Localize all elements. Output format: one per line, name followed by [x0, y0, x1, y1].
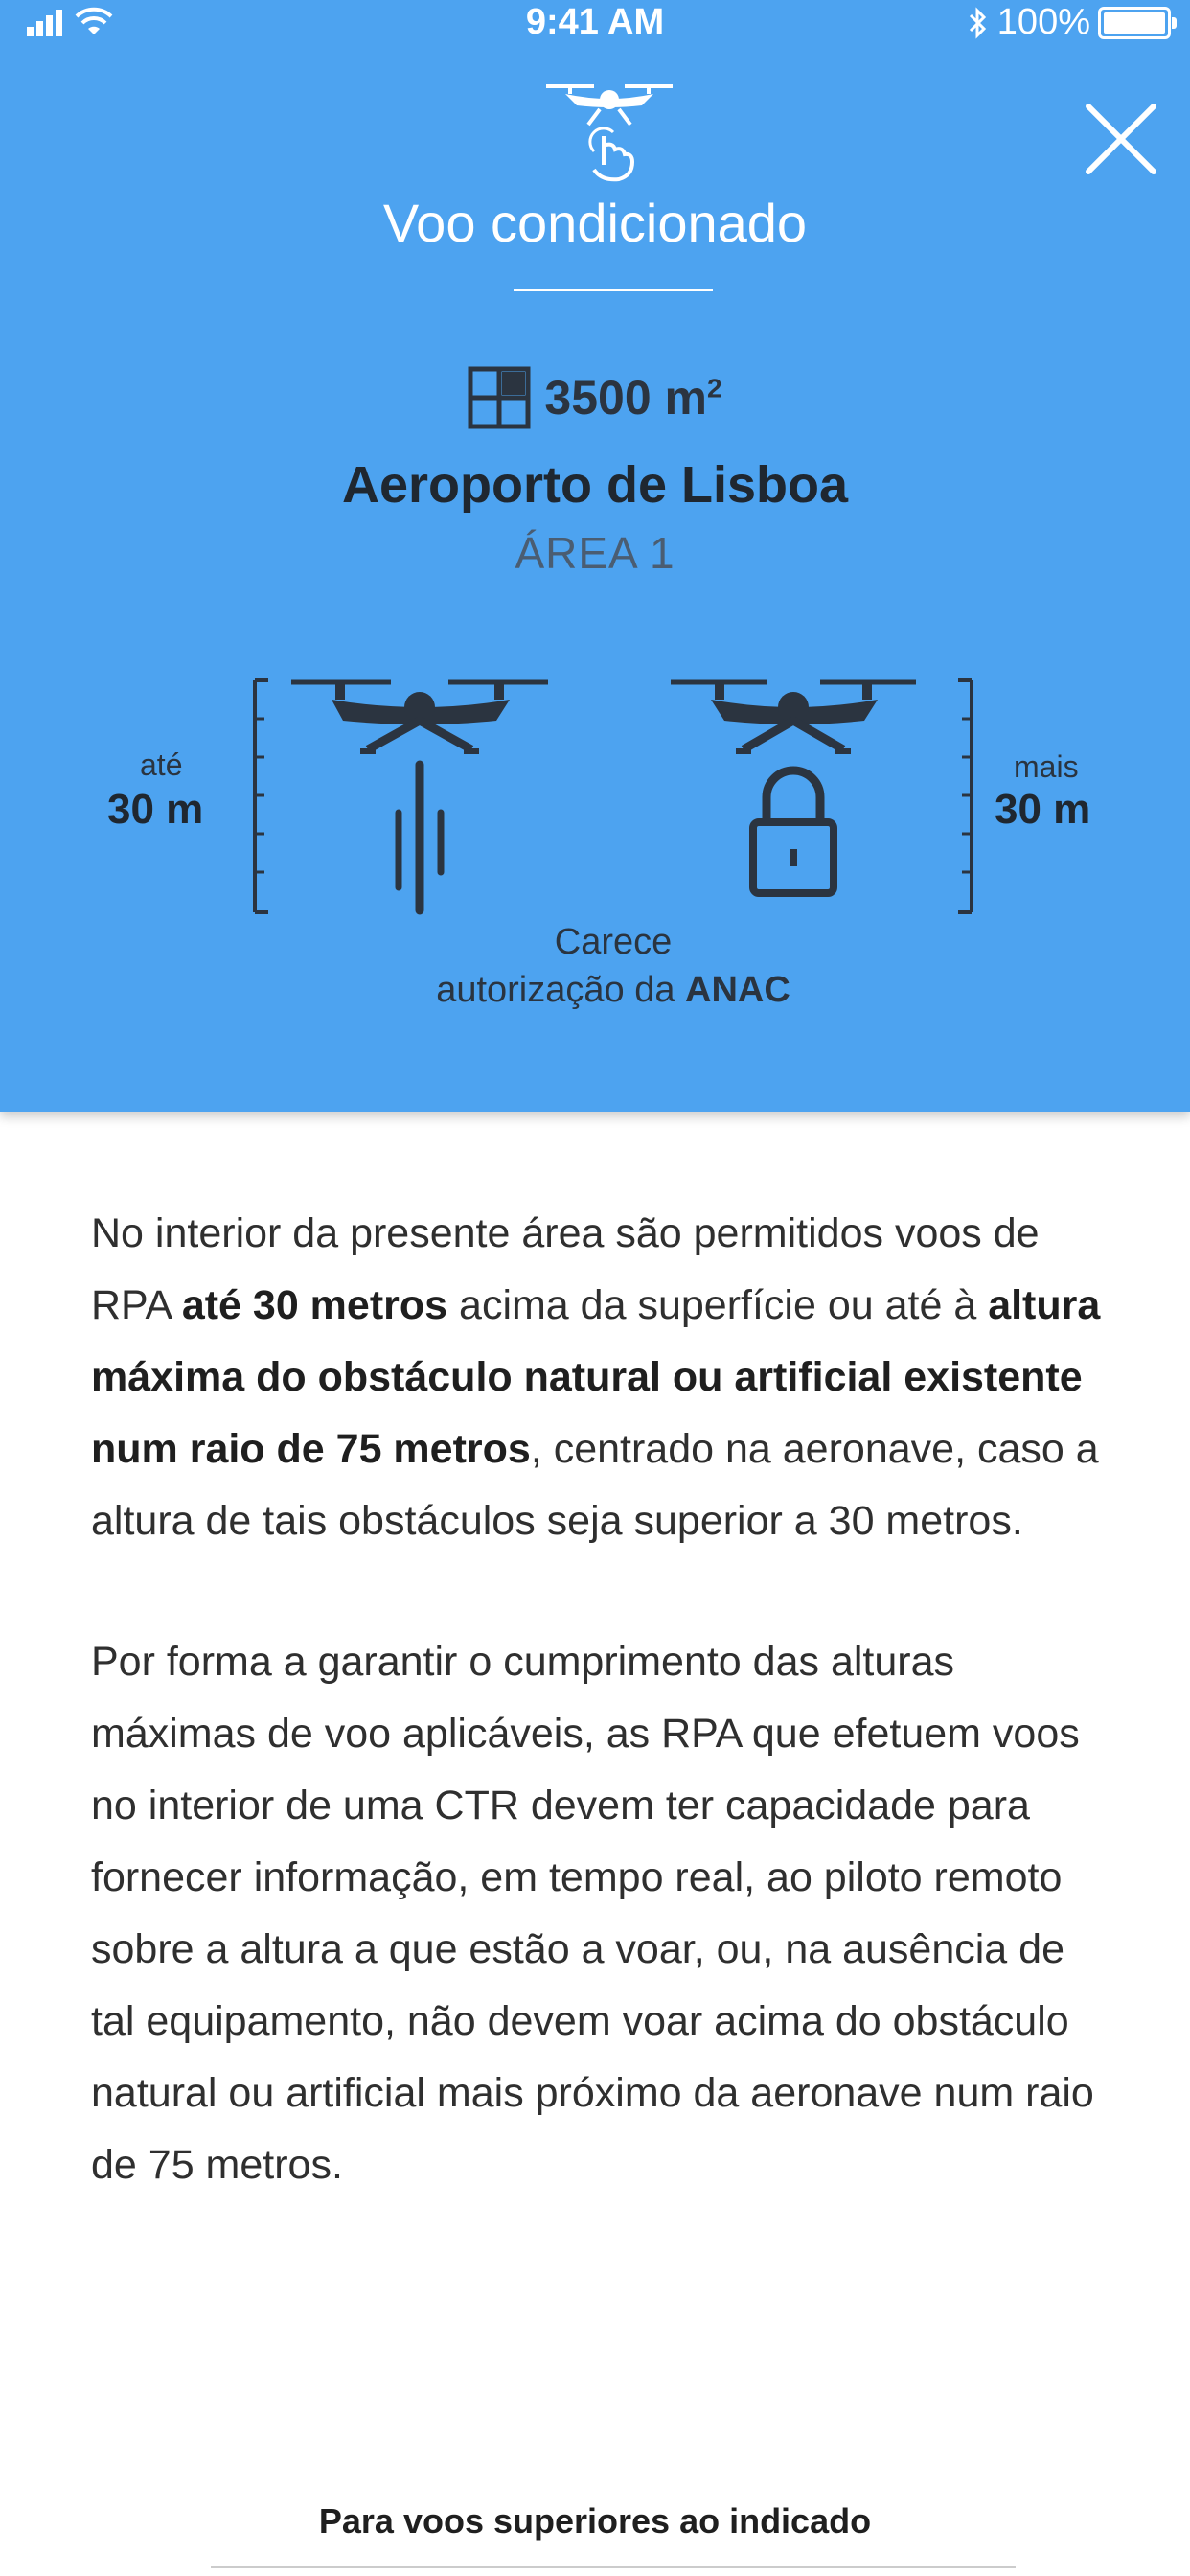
area-value: 3500 $m^2$	[544, 371, 722, 425]
place-name: Aeroporto de Lisboa	[341, 456, 849, 514]
note-line-1: Carece	[554, 922, 673, 962]
bluetooth-icon	[967, 7, 990, 39]
close-icon[interactable]	[1083, 101, 1159, 177]
left-height-prefix: até	[140, 748, 183, 782]
drone-locked-icon	[661, 671, 987, 920]
paragraph-1: No interior da presente área são permitidos voos de RPA até 30 metros acima da superfície ou até à altura máxima do obstáculo natural ou artificial existente num raio de 75 metros, centrado na aeronave, caso a altura de tais obstáculos seja superior a 30 metros.	[91, 1210, 1101, 1544]
authorization-note	[0, 918, 1190, 1014]
status-right	[967, 2, 1171, 43]
page-title: Voo condicionado	[382, 193, 808, 253]
right-height-value: 30 m	[995, 786, 1091, 833]
section-divider	[211, 2566, 1016, 2568]
area-grid-icon	[468, 366, 531, 429]
drone-tap-icon	[546, 77, 673, 192]
section-title: Para voos superiores ao indicado	[318, 2501, 872, 2541]
drone-up-to-limit-icon	[240, 671, 565, 920]
title-divider	[514, 289, 713, 291]
battery-icon	[1098, 7, 1171, 39]
battery-percent: 100%	[996, 2, 1090, 42]
status-time: 9:41 AM	[525, 2, 665, 42]
status-bar	[0, 0, 1190, 48]
zone-label: ÁREA 1	[515, 528, 675, 578]
description-text	[91, 1198, 1107, 2270]
battery-fill	[1104, 12, 1165, 34]
right-height-prefix: mais	[1014, 749, 1079, 784]
note-line-2: autorização da ANAC	[436, 970, 790, 1010]
header-panel	[0, 0, 1190, 1112]
area-row	[0, 366, 1190, 429]
left-height-value: 30 m	[107, 786, 204, 833]
paragraph-2: Por forma a garantir o cumprimento das alturas máximas de voo aplicáveis, as RPA que efetuem voos no interior de uma CTR devem ter capacidade para fornecer informação, em tempo real, ao piloto remoto sobre a altura a que estão a voar, ou, na ausência de tal equipamento, não devem voar acima do obstáculo natural ou artificial mais próximo da aeronave num raio de 75 metros.	[91, 1639, 1094, 2188]
